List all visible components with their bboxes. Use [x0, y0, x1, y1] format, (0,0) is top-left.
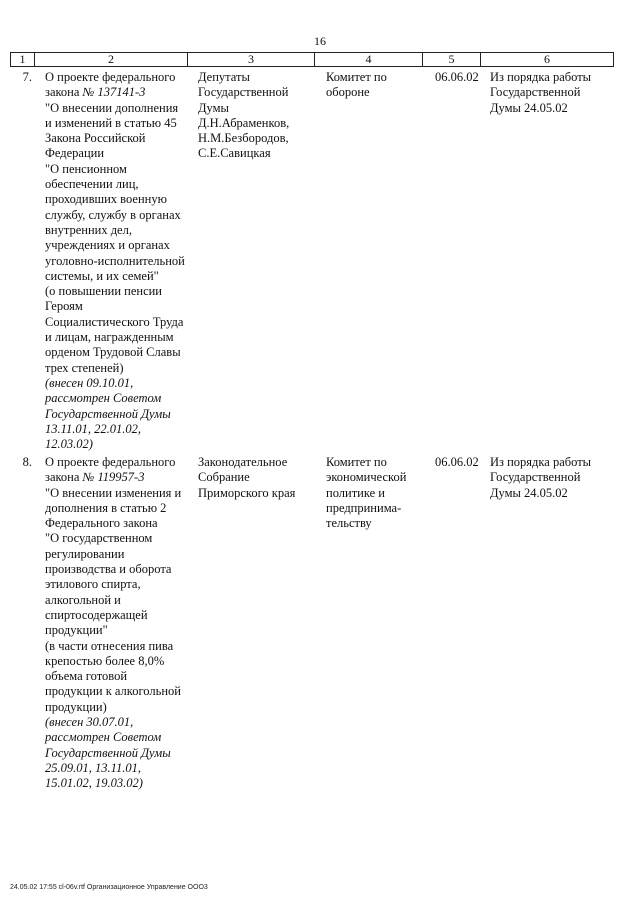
text-segment: продукции": [45, 623, 108, 638]
text-segment: объема готовой: [45, 669, 128, 684]
text-line: [45, 501, 195, 516]
bill-description: [45, 70, 195, 452]
text-line: [45, 422, 195, 437]
text-segment: (о повышении пенсии: [45, 284, 162, 299]
text-segment: Социалистического Труда: [45, 314, 184, 329]
note: [490, 455, 622, 501]
column-header-6: 6: [481, 53, 614, 67]
column-header-2: 2: [35, 53, 188, 67]
text-segment: 12.03.02): [45, 437, 93, 452]
text-line: Из порядка работы: [490, 455, 592, 469]
text-segment: Государственной Думы: [45, 406, 171, 421]
page-number: 16: [314, 34, 326, 48]
text-segment: внутренних дел,: [45, 222, 132, 237]
text-segment: алкогольной и: [45, 592, 121, 607]
text-segment: крепостью более 8,0%: [45, 653, 165, 668]
text-line: [45, 746, 195, 761]
footer-stamp: 24.05.02 17:55 cl-06v.rtf Организационное Управление ООО3: [10, 884, 208, 891]
text-line: [45, 437, 195, 452]
text-line: [45, 85, 195, 100]
text-segment: рассмотрен Советом: [45, 730, 162, 745]
text-line: [45, 146, 195, 161]
text-line: Государственной: [490, 470, 581, 485]
text-line: [45, 299, 195, 314]
text-segment: этилового спирта,: [45, 577, 141, 592]
bill-number: № 137141-3: [82, 85, 146, 100]
initiator: [198, 455, 323, 501]
text-segment: системы, и их семей": [45, 268, 159, 283]
text-segment: О проекте федерального: [45, 455, 176, 469]
text-segment: (внесен 30.07.01,: [45, 715, 134, 730]
text-line: предпринима-: [326, 500, 402, 515]
text-line: Комитет по: [326, 70, 387, 84]
text-segment: спиртосодержащей: [45, 607, 148, 622]
text-line: [45, 700, 195, 715]
text-line: [45, 516, 195, 531]
text-line: Комитет по: [326, 455, 387, 469]
text-line: Приморского края: [198, 485, 296, 500]
text-segment: производства и оборота: [45, 562, 172, 577]
column-header-3: 3: [188, 53, 315, 67]
text-line: [45, 684, 195, 699]
text-segment: регулировании: [45, 546, 125, 561]
text-segment: (внесен 09.10.01,: [45, 375, 134, 390]
column-header-4: 4: [315, 53, 423, 67]
text-line: [45, 470, 195, 485]
text-segment: и лицам, награжденным: [45, 330, 174, 345]
text-line: [45, 391, 195, 406]
text-line: [45, 131, 195, 146]
text-line: [45, 361, 195, 376]
initiator: [198, 70, 323, 162]
text-line: [45, 730, 195, 745]
text-line: [45, 177, 195, 192]
text-line: Думы 24.05.02: [490, 485, 568, 500]
text-segment: дополнения в статью 2: [45, 500, 167, 515]
text-line: [45, 669, 195, 684]
text-segment: продукции к алкогольной: [45, 684, 181, 699]
text-segment: закона: [45, 470, 83, 485]
bill-number: № 119957-3: [82, 470, 145, 485]
text-segment: Федерации: [45, 146, 105, 161]
text-segment: Федерального закона: [45, 516, 158, 531]
text-line: обороне: [326, 85, 370, 100]
text-segment: закона: [45, 85, 83, 100]
column-header-1: 1: [11, 53, 35, 67]
date: 06.06.02: [435, 70, 479, 84]
text-line: [45, 162, 195, 177]
text-line: [45, 376, 195, 391]
text-line: Думы: [198, 100, 229, 115]
text-line: [45, 284, 195, 299]
text-segment: службу, службу в органах: [45, 207, 181, 222]
text-line: [45, 238, 195, 253]
text-line: [45, 577, 195, 592]
column-header-5: 5: [423, 53, 481, 67]
row-number: 8.: [22, 455, 32, 469]
text-line: [45, 455, 195, 470]
text-line: [45, 315, 195, 330]
text-line: [45, 623, 195, 638]
text-line: Н.М.Безбородов,: [198, 131, 289, 146]
column-header-table: [10, 52, 614, 67]
text-line: [45, 223, 195, 238]
text-line: Думы 24.05.02: [490, 100, 568, 115]
text-segment: О проекте федерального: [45, 70, 176, 84]
text-line: [45, 407, 195, 422]
text-segment: "О внесении дополнения: [45, 100, 179, 115]
committee: [326, 70, 431, 101]
text-segment: Государственной Думы: [45, 745, 171, 760]
text-segment: "О внесении изменения и: [45, 485, 182, 500]
text-line: [45, 593, 195, 608]
date: 06.06.02: [435, 455, 479, 469]
text-segment: Закона Российской: [45, 131, 146, 146]
text-segment: рассмотрен Советом: [45, 391, 162, 406]
text-line: [45, 547, 195, 562]
text-line: [45, 269, 195, 284]
text-line: [45, 192, 195, 207]
text-line: [45, 776, 195, 791]
text-segment: обеспечении лиц,: [45, 177, 139, 192]
text-line: [45, 116, 195, 131]
bill-description: [45, 455, 195, 792]
text-line: [45, 254, 195, 269]
text-line: [45, 654, 195, 669]
text-line: Государственной: [490, 85, 581, 100]
text-segment: уголовно-исполнительной: [45, 253, 185, 268]
text-line: [45, 208, 195, 223]
text-line: тельству: [326, 516, 372, 531]
committee: [326, 455, 431, 531]
text-segment: 13.11.01, 22.01.02,: [45, 421, 141, 436]
column-header-row: [11, 53, 614, 67]
text-segment: 15.01.02, 19.03.02): [45, 776, 143, 791]
text-line: [45, 608, 195, 623]
text-segment: 25.09.01, 13.11.01,: [45, 760, 141, 775]
text-line: [45, 531, 195, 546]
text-segment: (в части отнесения пива: [45, 638, 174, 653]
text-line: [45, 639, 195, 654]
text-line: Д.Н.Абраменков,: [198, 115, 290, 130]
text-line: Законодательное: [198, 455, 288, 469]
text-line: [45, 101, 195, 116]
text-segment: трех степеней): [45, 360, 124, 375]
text-segment: продукции): [45, 699, 107, 714]
text-line: политике и: [326, 485, 385, 500]
text-segment: учреждениях и органах: [45, 238, 170, 253]
row-number: 7.: [22, 70, 32, 84]
text-segment: проходивших военную: [45, 192, 167, 207]
text-line: Собрание: [198, 470, 250, 485]
text-line: [45, 562, 195, 577]
text-line: С.Е.Савицкая: [198, 146, 271, 161]
text-segment: орденом Трудовой Славы: [45, 345, 181, 360]
text-line: [45, 715, 195, 730]
text-line: [45, 70, 195, 85]
text-segment: Героям: [45, 299, 83, 314]
text-line: [45, 761, 195, 776]
note: [490, 70, 622, 116]
text-line: экономической: [326, 470, 407, 485]
text-line: [45, 486, 195, 501]
text-line: Из порядка работы: [490, 70, 592, 84]
text-segment: "О пенсионном: [45, 161, 127, 176]
text-line: [45, 345, 195, 360]
text-segment: "О государственном: [45, 531, 153, 546]
text-line: Государственной: [198, 85, 289, 100]
text-line: [45, 330, 195, 345]
text-segment: и изменений в статью 45: [45, 115, 177, 130]
text-line: Депутаты: [198, 70, 250, 84]
